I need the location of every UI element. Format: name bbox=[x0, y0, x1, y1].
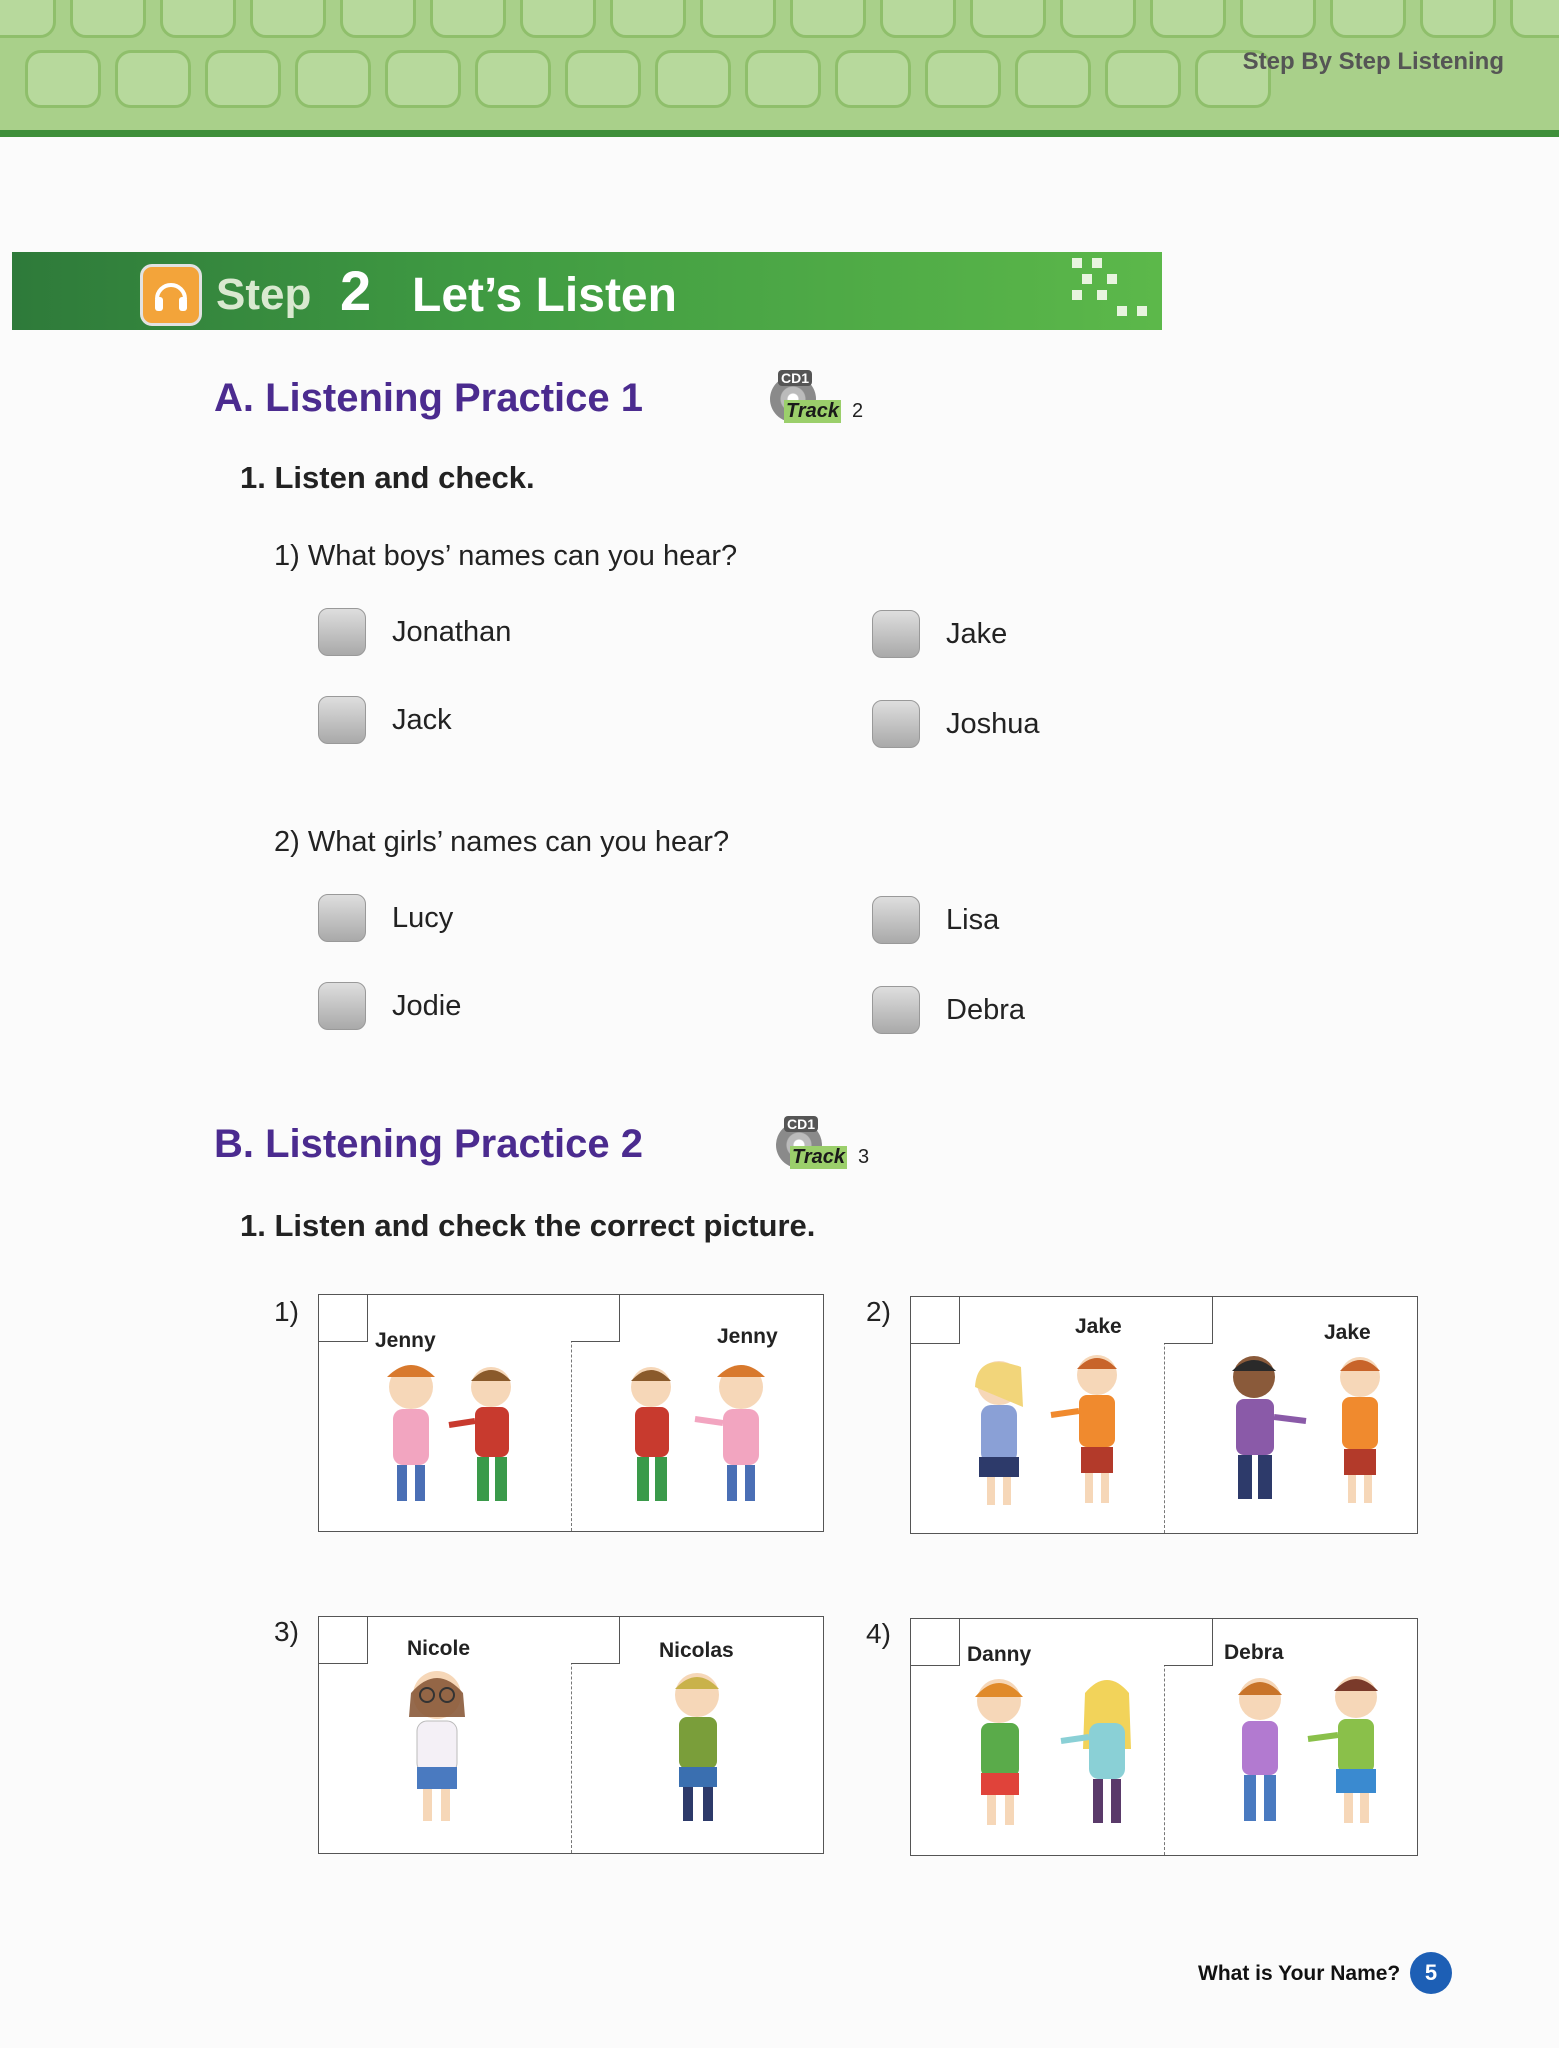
option-label: Jack bbox=[392, 704, 452, 736]
name-label: Nicole bbox=[407, 1637, 471, 1660]
kids-illustration bbox=[571, 1295, 823, 1531]
step-title: Let’s Listen bbox=[412, 269, 677, 322]
footer-title: What is Your Name? bbox=[1198, 1962, 1401, 1985]
picture-option-3b[interactable] bbox=[571, 1617, 823, 1853]
checkbox[interactable] bbox=[872, 896, 920, 944]
checkbox[interactable] bbox=[318, 608, 366, 656]
picture-option-4b[interactable] bbox=[1164, 1619, 1417, 1855]
cd-label: CD1 bbox=[784, 1116, 818, 1132]
header-rule bbox=[0, 130, 1559, 137]
checkbox[interactable] bbox=[318, 982, 366, 1030]
track-number: 2 bbox=[852, 400, 864, 422]
step-number: 2 bbox=[340, 259, 372, 322]
name-label: Danny bbox=[967, 1643, 1032, 1666]
step-word: Step bbox=[216, 270, 312, 319]
section-b-title: B. Listening Practice 2 bbox=[214, 1122, 644, 1166]
track-label: Track bbox=[792, 1146, 846, 1168]
checkbox[interactable] bbox=[872, 700, 920, 748]
kids-illustration bbox=[911, 1297, 1164, 1533]
name-label: Jake bbox=[1075, 1315, 1122, 1338]
option-label: Debra bbox=[946, 994, 1025, 1026]
picture-option-3a[interactable] bbox=[319, 1617, 571, 1853]
option-label: Jake bbox=[946, 618, 1008, 650]
name-label: Nicolas bbox=[659, 1639, 734, 1662]
section-a-title: A. Listening Practice 1 bbox=[214, 376, 644, 420]
name-label: Jake bbox=[1324, 1321, 1371, 1344]
picture-option-1b[interactable] bbox=[571, 1295, 823, 1531]
question-boys: 1) What boys’ names can you hear? bbox=[274, 540, 738, 572]
kids-illustration bbox=[571, 1617, 823, 1853]
option-label: Jonathan bbox=[392, 616, 512, 648]
picture-panel-3 bbox=[318, 1616, 824, 1854]
picture-panel-4 bbox=[910, 1618, 1418, 1856]
item-number: 4) bbox=[866, 1618, 891, 1649]
series-title: Step By Step Listening bbox=[1242, 48, 1504, 75]
picture-option-2b[interactable] bbox=[1164, 1297, 1417, 1533]
item-number: 1) bbox=[274, 1296, 299, 1327]
page-number: 5 bbox=[1410, 1952, 1452, 1994]
checkbox[interactable] bbox=[318, 894, 366, 942]
name-label: Jenny bbox=[375, 1329, 436, 1352]
cd-label: CD1 bbox=[778, 370, 812, 386]
section-b-instruction: 1. Listen and check the correct picture. bbox=[240, 1208, 816, 1243]
picture-option-4a[interactable] bbox=[911, 1619, 1164, 1855]
checkbox[interactable] bbox=[318, 696, 366, 744]
picture-panel-1 bbox=[318, 1294, 824, 1532]
picture-option-1a[interactable] bbox=[319, 1295, 571, 1531]
headphone-icon bbox=[140, 264, 202, 326]
question-girls: 2) What girls’ names can you hear? bbox=[274, 826, 730, 858]
track-number: 3 bbox=[858, 1146, 870, 1168]
option-label: Lucy bbox=[392, 902, 454, 934]
kids-illustration bbox=[1164, 1619, 1417, 1855]
section-a-instruction: 1. Listen and check. bbox=[240, 460, 535, 495]
checkbox[interactable] bbox=[872, 986, 920, 1034]
item-number: 2) bbox=[866, 1296, 891, 1327]
picture-panel-2 bbox=[910, 1296, 1418, 1534]
option-label: Joshua bbox=[946, 708, 1040, 740]
item-number: 3) bbox=[274, 1616, 299, 1647]
option-label: Lisa bbox=[946, 904, 1000, 936]
track-label: Track bbox=[786, 400, 840, 422]
kids-illustration bbox=[1164, 1297, 1417, 1533]
picture-option-2a[interactable] bbox=[911, 1297, 1164, 1533]
checkbox[interactable] bbox=[872, 610, 920, 658]
kids-illustration bbox=[319, 1295, 571, 1531]
name-label: Jenny bbox=[717, 1325, 778, 1348]
kids-illustration bbox=[319, 1617, 571, 1853]
option-label: Jodie bbox=[392, 990, 462, 1022]
name-label: Debra bbox=[1224, 1641, 1284, 1664]
kids-illustration bbox=[911, 1619, 1164, 1855]
